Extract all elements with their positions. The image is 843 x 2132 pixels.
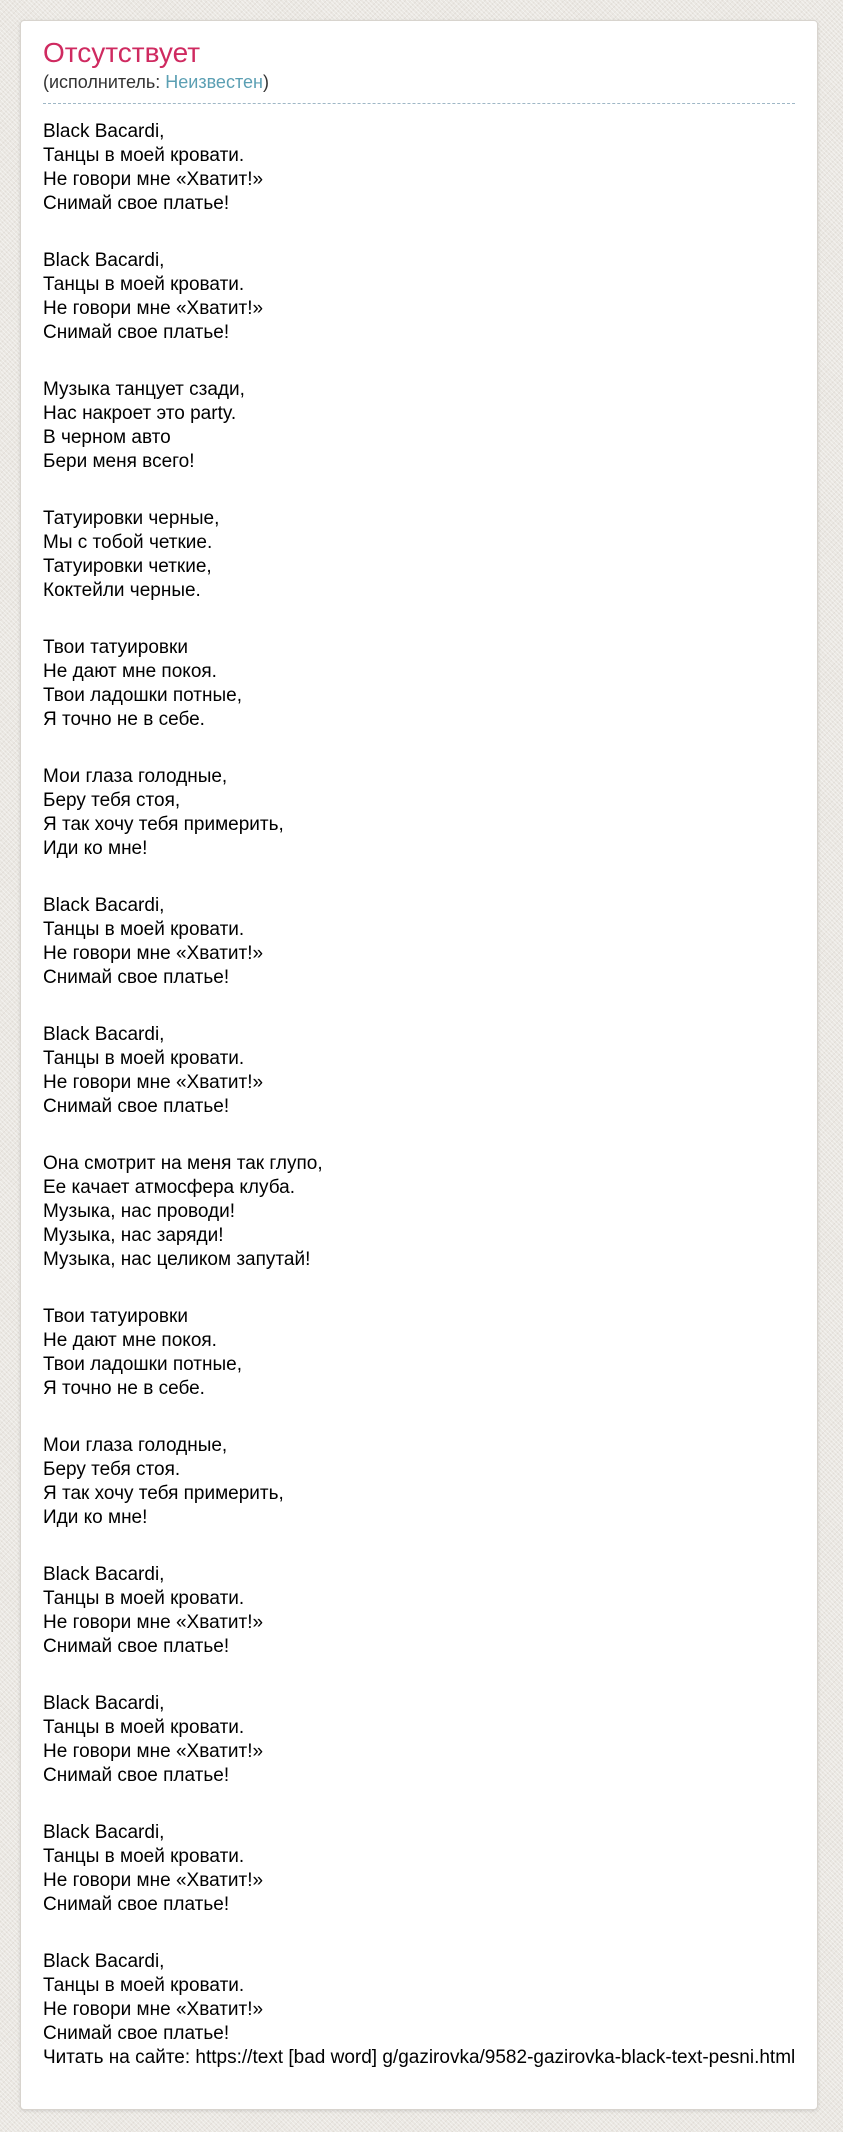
lyrics-stanza: Твои татуировки Не дают мне покоя. Твои ладошки потные, Я точно не в себе. — [43, 637, 242, 730]
lyrics-stanza: Она смотрит на меня так глупо, Ее качает атмосфера клуба. Музыка, нас проводи! Музыка, нас заряди! Музыка, нас целиком запутай! — [43, 1153, 323, 1270]
lyrics-stanza: Мои глаза голодные, Беру тебя стоя, Я так хочу тебя примерить, Иди ко мне! — [43, 766, 284, 859]
lyrics-stanza: Black Bacardi, Танцы в моей кровати. Не говори мне «Хватит!» Снимай свое платье! — [43, 121, 264, 214]
song-header — [43, 37, 795, 104]
lyrics-stanza: Black Bacardi, Танцы в моей кровати. Не говори мне «Хватит!» Снимай свое платье! — [43, 1693, 264, 1786]
artist-label-suffix: ) — [262, 72, 269, 92]
artist-line — [43, 72, 795, 93]
lyrics-stanza: Black Bacardi, Танцы в моей кровати. Не говори мне «Хватит!» Снимай свое платье! — [43, 895, 264, 988]
lyrics-stanza: Татуировки черные, Мы с тобой четкие. Татуировки четкие, Коктейли черные. — [43, 508, 220, 601]
page-title: Отсутствует — [43, 37, 201, 68]
artist-link[interactable]: Неизвестен — [165, 72, 263, 92]
source-line: Читать на сайте: https://text [bad word] g/gazirovka/9582-gazirovka-black-text-pesni.html — [43, 2047, 796, 2068]
lyrics-stanza: Музыка танцует сзади, Нас накроет это party. В черном авто Бери меня всего! — [43, 379, 245, 472]
lyrics-stanza: Мои глаза голодные, Беру тебя стоя. Я так хочу тебя примерить, Иди ко мне! — [43, 1435, 284, 1528]
artist-label-prefix: (исполнитель: — [43, 72, 166, 92]
lyrics-stanza: Black Bacardi, Танцы в моей кровати. Не говори мне «Хватит!» Снимай свое платье! — [43, 1951, 264, 2044]
content-card — [20, 20, 818, 2110]
lyrics-stanza: Black Bacardi, Танцы в моей кровати. Не говори мне «Хватит!» Снимай свое платье! — [43, 1024, 264, 1117]
lyrics-stanza: Твои татуировки Не дают мне покоя. Твои ладошки потные, Я точно не в себе. — [43, 1306, 242, 1399]
lyrics — [43, 120, 795, 2046]
lyrics-stanza: Black Bacardi, Танцы в моей кровати. Не говори мне «Хватит!» Снимай свое платье! — [43, 1564, 264, 1657]
lyrics-stanza: Black Bacardi, Танцы в моей кровати. Не говори мне «Хватит!» Снимай свое платье! — [43, 1822, 264, 1915]
lyrics-stanza: Black Bacardi, Танцы в моей кровати. Не говори мне «Хватит!» Снимай свое платье! — [43, 250, 264, 343]
